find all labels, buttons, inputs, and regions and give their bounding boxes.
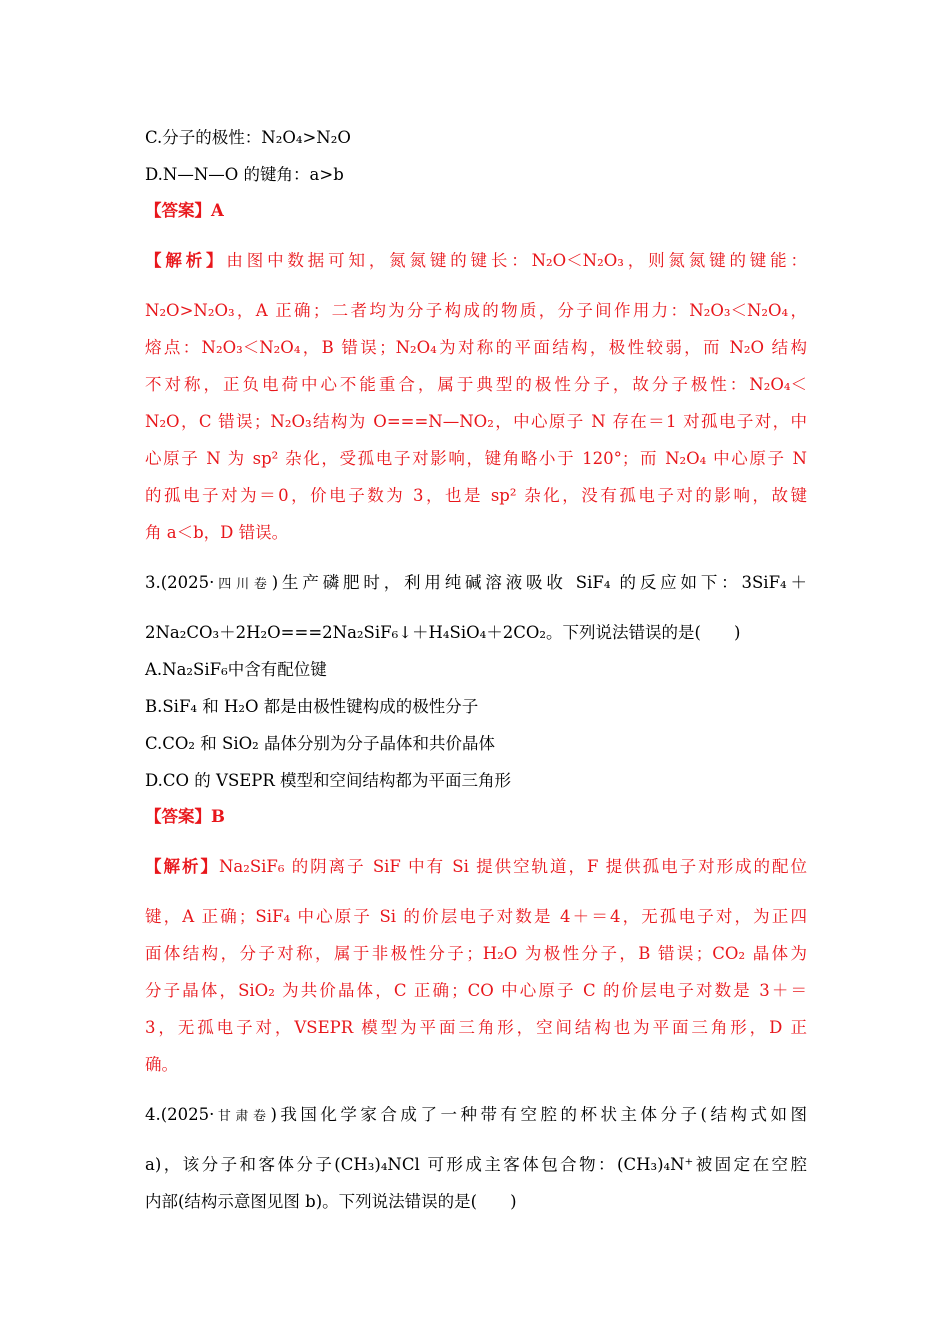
- q2-option-d: D.N—N—O 的键角：a>b: [145, 165, 344, 184]
- q3-analysis-line-4: 分子晶体，SiO₂ 为共价晶体，C 正确；CO 中心原子 C 的价层电子对数是 3＋＝: [145, 981, 807, 1000]
- q2-analysis-line-8: 角 a＜b，D 错误。: [145, 523, 289, 542]
- q2-analysis-label: 【解析】: [145, 251, 227, 270]
- q2-analysis-line-3: 熔点：N₂O₃＜N₂O₄，B 错误；N₂O₄为对称的平面结构，极性较弱，而 N₂O 结构: [145, 338, 807, 357]
- q4-stem-line-3: 内部(结构示意图见图 b)。下列说法错误的是( ): [145, 1192, 517, 1211]
- q4-source: 甘肃卷: [214, 1109, 271, 1124]
- q2-analysis-line-7: 的孤电子对为＝0，价电子数为 3，也是 sp² 杂化，没有孤电子对的影响，故键: [145, 486, 807, 505]
- q3-analysis-label: 【解析】: [145, 857, 219, 876]
- q2-analysis-line-2: N₂O>N₂O₃，A 正确；二者均为分子构成的物质，分子间作用力：N₂O₃＜N₂O₄，: [145, 301, 807, 320]
- q4-stem-line-2: a)，该分子和客体分子(CH₃)₄NCl 可形成主客体包合物：(CH₃)₄N⁺被固定在空腔: [145, 1155, 807, 1174]
- q3-analysis-line-2: 键，A 正确；SiF₄ 中心原子 Si 的价层电子对数是 4＋＝4，无孤电子对，为正四: [145, 907, 807, 926]
- q3-source: 四川卷: [214, 577, 272, 592]
- q3-analysis-line-6: 确。: [145, 1055, 178, 1074]
- q2-answer: 【答案】A: [145, 201, 224, 220]
- q3-analysis-line-3: 面体结构，分子对称，属于非极性分子；H₂O 为极性分子，B 错误；CO₂ 晶体为: [145, 944, 807, 963]
- q4-stem-line-1: 4.(2025·甘肃卷)我国化学家合成了一种带有空腔的杯状主体分子(结构式如图: [145, 1105, 807, 1124]
- q3-stem-line-2: 2Na₂CO₃＋2H₂O===2Na₂SiF₆↓＋H₄SiO₄＋2CO₂。下列说法错误的是( ): [145, 623, 741, 642]
- q3-option-d: D.CO 的 VSEPR 模型和空间结构都为平面三角形: [145, 771, 512, 790]
- q2-option-c: C.分子的极性：N₂O₄>N₂O: [145, 128, 351, 147]
- q3-answer: 【答案】B: [145, 807, 225, 826]
- q3-option-b: B.SiF₄ 和 H₂O 都是由极性键构成的极性分子: [145, 697, 479, 716]
- q3-analysis-line-5: 3，无孤电子对，VSEPR 模型为平面三角形，空间结构也为平面三角形，D 正: [145, 1018, 807, 1037]
- q2-analysis-line-4: 不对称，正负电荷中心不能重合，属于典型的极性分子，故分子极性：N₂O₄＜: [145, 375, 807, 394]
- q2-analysis-line-1: 【解析】由图中数据可知，氮氮键的键长：N₂O＜N₂O₃，则氮氮键的键能：: [145, 251, 807, 270]
- q3-option-a: A.Na₂SiF₆中含有配位键: [145, 660, 327, 679]
- q3-stem-line-1: 3.(2025·四川卷)生产磷肥时，利用纯碱溶液吸收 SiF₄ 的反应如下：3SiF₄＋: [145, 573, 807, 592]
- q2-analysis-line-5: N₂O，C 错误；N₂O₃结构为 O===N—NO₂，中心原子 N 存在＝1 对孤电子对，中: [145, 412, 807, 431]
- q3-option-c: C.CO₂ 和 SiO₂ 晶体分别为分子晶体和共价晶体: [145, 734, 496, 753]
- q3-analysis-line-1: 【解析】Na₂SiF₆ 的阴离子 SiF 中有 Si 提供空轨道，F 提供孤电子对形成的配位: [145, 857, 808, 876]
- q2-analysis-line-6: 心原子 N 为 sp² 杂化，受孤电子对影响，键角略小于 120°；而 N₂O₄ 中心原子 N: [145, 449, 807, 468]
